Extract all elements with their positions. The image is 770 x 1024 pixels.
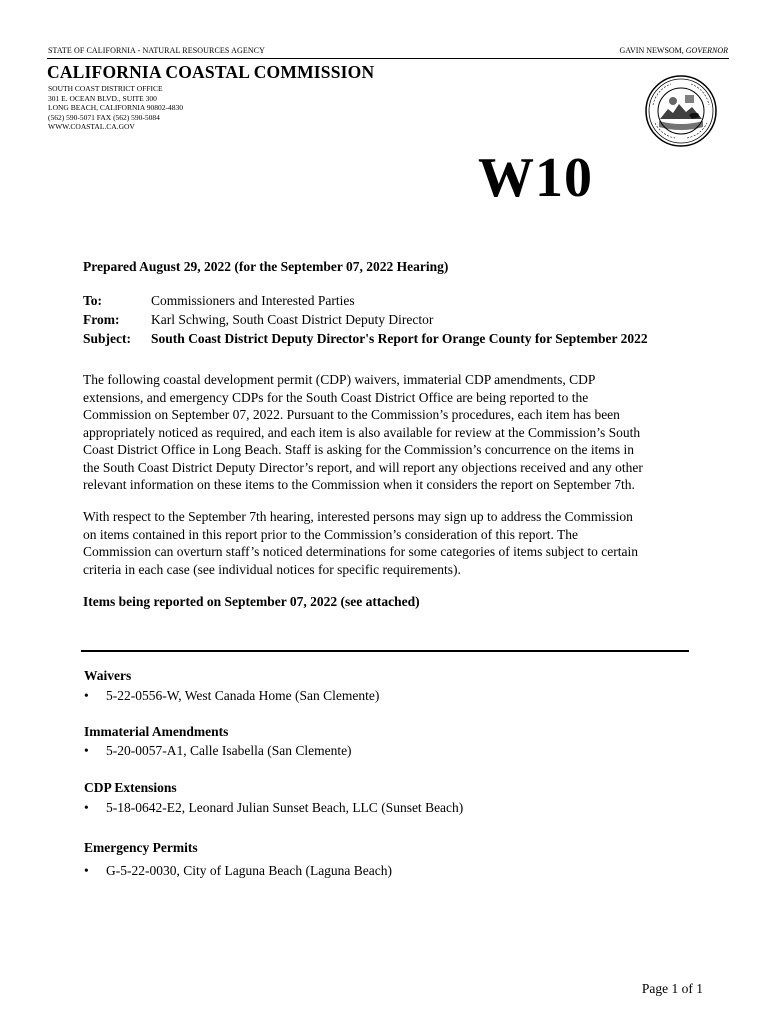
paragraph-line: extensions, and emergency CDPs for the South Coast District Office are being reported to the (83, 389, 589, 405)
list-item-text: G-5-22-0030, City of Laguna Beach (Laguna Beach) (106, 863, 393, 878)
office-line: (562) 590-5071 FAX (562) 590-5084 (48, 112, 160, 122)
governor-role: GOVERNOR (685, 46, 728, 55)
section-divider (81, 650, 689, 652)
office-address (48, 84, 183, 132)
memo-from (83, 312, 433, 328)
paragraph-line: Commission can overturn staff’s noticed determinations for some categories of items subject to certain (83, 544, 638, 559)
memo-to-label: To: (83, 293, 103, 308)
governor-line (619, 46, 728, 55)
list-item (84, 863, 392, 879)
waivers-heading: Waivers (84, 668, 132, 683)
intro-paragraph (83, 371, 693, 494)
header-divider (47, 58, 729, 59)
paragraph-line: on items contained in this report prior to the Commission’s consideration of this report. The (83, 526, 579, 542)
agency-line: STATE OF CALIFORNIA - NATURAL RESOURCES AGENCY (48, 46, 266, 55)
paragraph-line: relevant information on these items to the Commission when it considers the report on September 7th. (83, 477, 635, 492)
california-seal-icon (645, 75, 717, 147)
memo-to-value: Commissioners and Interested Parties (151, 293, 355, 308)
paragraph-line: the South Coast District Deputy Director’s report, and will report any objections received and any other (83, 459, 643, 475)
bullet-icon: • (84, 743, 89, 758)
office-line: SOUTH COAST DISTRICT OFFICE (48, 84, 163, 93)
page-number: Page 1 of 1 (641, 981, 703, 996)
bullet-icon: • (84, 688, 89, 703)
cdp-extensions-heading: CDP Extensions (84, 780, 177, 795)
emergency-permits-heading: Emergency Permits (84, 840, 198, 855)
paragraph-line: appropriately noticed as required, and each item is also available for review at the Commission’s South (83, 424, 641, 440)
list-item-text: 5-22-0556-W, West Canada Home (San Clemente) (106, 688, 380, 703)
bullet-icon: • (84, 800, 89, 815)
list-item-text: 5-20-0057-A1, Calle Isabella (San Clemente) (106, 743, 352, 758)
commission-name: CALIFORNIA COASTAL COMMISSION (47, 62, 375, 82)
memo-to (83, 293, 355, 309)
office-line: WWW.COASTAL.CA.GOV (48, 122, 135, 132)
office-line: LONG BEACH, CALIFORNIA 90802-4830 (48, 103, 183, 113)
memo-subject-value: South Coast District Deputy Director's Report for Orange County for September 2022 (151, 331, 648, 346)
governor-name: GAVIN NEWSOM, (619, 46, 684, 55)
immaterial-amendments-heading: Immaterial Amendments (84, 724, 229, 739)
bullet-icon: • (84, 863, 89, 878)
paragraph-line: Commission on September 07, 2022. Pursuant to the Commission’s procedures, each item has been (83, 407, 620, 422)
list-item (84, 743, 352, 759)
hearing-paragraph (83, 508, 693, 578)
list-item (84, 800, 463, 816)
paragraph-line: The following coastal development permit (CDP) waivers, immaterial CDP amendments, CDP (83, 372, 596, 387)
office-line: 301 E. OCEAN BLVD., SUITE 300 (48, 93, 157, 103)
paragraph-line: Coast District Office in Long Beach. Staff is asking for the Commission’s concurrence on the items in (83, 442, 635, 457)
list-item-text: 5-18-0642-E2, Leonard Julian Sunset Beach, LLC (Sunset Beach) (106, 800, 464, 815)
memo-subject-label: Subject: (83, 331, 131, 346)
prepared-date: Prepared August 29, 2022 (for the September 07, 2022 Hearing) (83, 259, 449, 274)
list-item (84, 688, 379, 704)
memo-from-value: Karl Schwing, South Coast District Deputy Director (151, 312, 434, 327)
paragraph-line: With respect to the September 7th hearing, interested persons may sign up to address the Commission (83, 509, 633, 524)
agenda-item-number: W10 (478, 147, 593, 209)
items-reported-heading: Items being reported on September 07, 2022 (see attached) (83, 594, 420, 609)
memo-subject (83, 331, 648, 347)
paragraph-line: criteria in each case (see individual notices for specific requirements). (83, 561, 461, 577)
memo-from-label: From: (83, 312, 120, 327)
